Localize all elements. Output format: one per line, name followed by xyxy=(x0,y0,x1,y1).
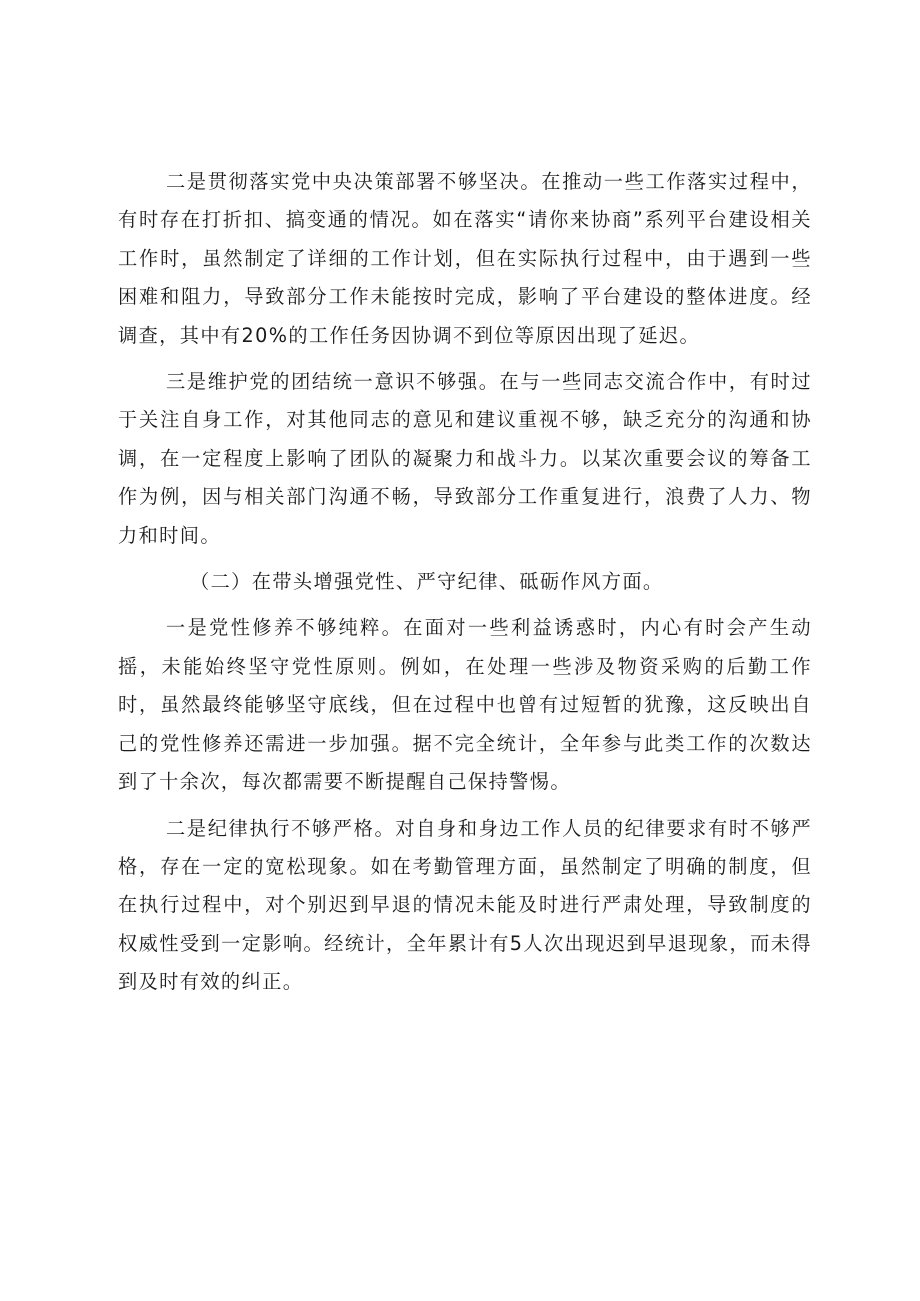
paragraph-implementation: 二是贯彻落实党中央决策部署不够坚决。在推动一些工作落实过程中，有时存在打折扣、搞变通的情况。如在落实“请你来协商”系列平台建设相关工作时，虽然制定了详细的工作计划，但在实际执行过程中，由于遇到一些困难和阻力，导致部分工作未能按时完成，影响了平台建设的整体进度。经调查，其中有20%的工作任务因协调不到位等原因出现了延迟。 xyxy=(118,170,812,347)
paragraph-discipline: 二是纪律执行不够严格。对自身和身边工作人员的纪律要求有时不够严格，存在一定的宽松现象。如在考勤管理方面，虽然制定了明确的制度，但在执行过程中，对个别迟到早退的情况未能及时进行严肃处理，导致制度的权威性受到一定影响。经统计，全年累计有5人次出现迟到早退现象，而未得到及时有效的纠正。 xyxy=(118,816,812,994)
paragraph-party-spirit: 一是党性修养不够纯粹。在面对一些利益诱惑时，内心有时会产生动摇，未能始终坚守党性原则。例如，在处理一些涉及物资采购的后勤工作时，虽然最终能够坚守底线，但在过程中也曾有过短暂的犹豫，这反映出自己的党性修养还需进一步加强。据不完全统计，全年参与此类工作的次数达到了十余次，每次都需要不断提醒自己保持警惕。 xyxy=(118,616,812,794)
document-body xyxy=(118,163,812,1002)
section-heading: （二）在带头增强党性、严守纪律、砥砺作风方面。 xyxy=(190,570,664,594)
paragraph-unity: 三是维护党的团结统一意识不够强。在与一些同志交流合作中，有时过于关注自身工作，对其他同志的意见和建议重视不够，缺乏充分的沟通和协调，在一定程度上影响了团队的凝聚力和战斗力。以某次重要会议的筹备工作为例，因与相关部门沟通不畅，导致部分工作重复进行，浪费了人力、物力和时间。 xyxy=(118,370,812,547)
